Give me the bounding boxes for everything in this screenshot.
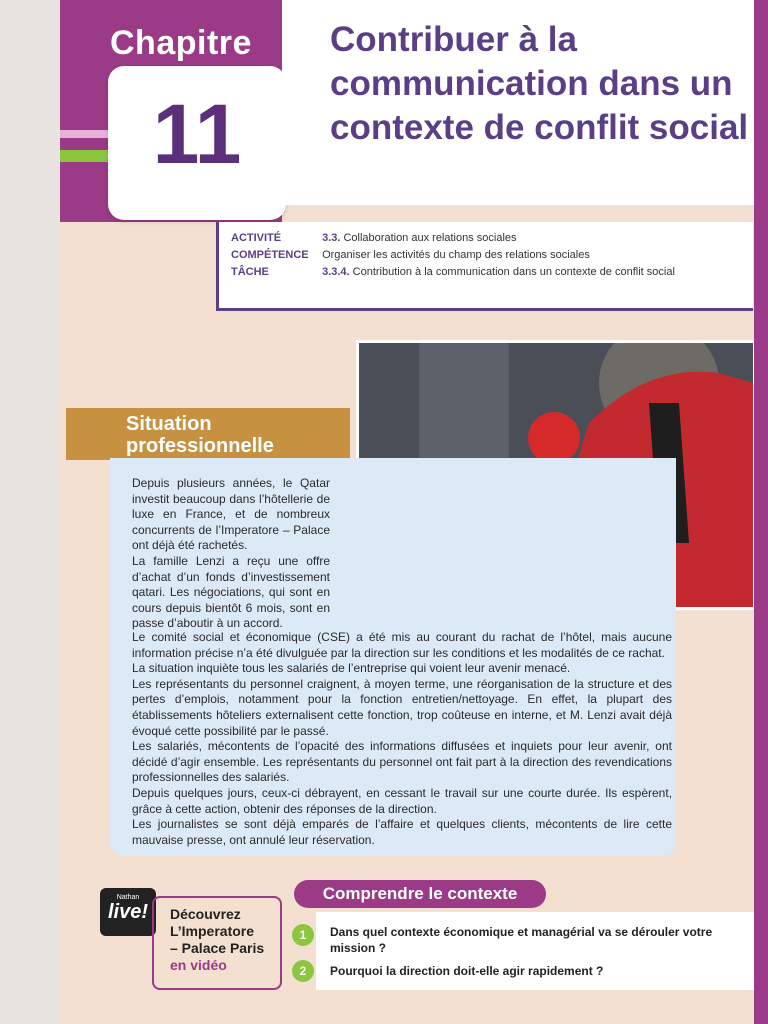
page-edge [754, 0, 768, 1024]
situation-body [110, 458, 676, 856]
question-number: 2 [292, 960, 314, 982]
paragraph: Depuis quelques jours, ceux-ci débrayent, en cessant le travail sur une courte durée. Ils espèrent, grâce à cette action, obtenir des réponses de la direction. [132, 785, 672, 816]
ref-label: COMPÉTENCE [231, 249, 309, 261]
green-stripe [60, 150, 108, 162]
ref-code: 3.3.4. [322, 266, 350, 278]
paragraph: Les représentants du personnel craignent, à moyen terme, une réorganisation de la structure et des pertes d’emplois, notamment pour la fonction entretien/nettoyage. En effet, la plupart des établissements hôteliers externalisent cette fonction, trop coûteuse en interne, et M. Lenzi avait déjà évoqué cette possibilité par le passé. [132, 676, 672, 738]
ref-text: Contribution à la communication dans un contexte de conflit social [352, 266, 675, 278]
question: Dans quel contexte économique et managérial va se dérouler votre mission ? [330, 925, 713, 955]
situation-text-narrow [132, 476, 330, 632]
situation-title: Situation professionnelle [126, 413, 274, 457]
chapter-number-box [108, 66, 286, 220]
video-line: Découvrez [170, 906, 241, 922]
live-brand: Nathan [116, 894, 140, 901]
question: Pourquoi la direction doit-elle agir rapidement ? [330, 964, 604, 978]
chapter-number: 11 [152, 87, 242, 181]
ref-task [231, 266, 675, 278]
context-header: Comprendre le contexte [294, 880, 546, 908]
ref-text: Collaboration aux relations sociales [343, 232, 517, 244]
ref-text: Organiser les activités du champ des relations sociales [322, 249, 590, 261]
ref-activity [231, 232, 517, 244]
video-text [170, 906, 264, 974]
ref-label: ACTIVITÉ [231, 232, 282, 244]
ref-label: TÂCHE [231, 266, 269, 278]
situation-text-wide [132, 630, 672, 848]
chapter-title: Contribuer à la communication dans un contexte de conflit social [330, 20, 749, 147]
paragraph: Le comité social et économique (CSE) a été mis au courant du rachat de l’hôtel, mais aucune information précise n’a été divulguée par la direction sur les conditions et les modalités de ce rachat. [132, 630, 672, 660]
reference-box [216, 222, 753, 311]
video-line: en vidéo [170, 957, 227, 973]
question-number: 1 [292, 924, 314, 946]
question-area [299, 912, 756, 990]
paragraph: Depuis plusieurs années, le Qatar investit beaucoup dans l’hôtellerie de luxe en France, et de nombreux concurrents de l’Imperatore – Palace ont déjà été rachetés. [132, 476, 330, 553]
chapter-label: Chapitre [110, 24, 252, 62]
textbook-page [60, 0, 768, 1024]
video-line: L’Imperatore [170, 923, 255, 939]
video-line: – Palace Paris [170, 940, 265, 956]
ref-code: 3.3. [322, 232, 341, 244]
ref-competence [231, 249, 590, 261]
paragraph: La famille Lenzi a reçu une offre d’achat d’un fonds d’investissement qatari. Les négociations, qui sont en cours depuis bientôt 6 mois, sont en passe d’aboutir à un accord. [132, 553, 330, 631]
page-margin [0, 0, 60, 1024]
title-area [282, 0, 768, 205]
video-link[interactable] [152, 896, 282, 990]
paragraph: Les journalistes se sont déjà emparés de l’affaire et quelques clients, mécontents de lire cette mauvaise presse, ont annulé leur réservation. [132, 817, 672, 847]
nathan-live-logo[interactable] [100, 888, 156, 936]
pink-stripe [60, 130, 108, 138]
paragraph: La situation inquiète tous les salariés de l’entreprise qui voient leur avenir menacé. [132, 661, 571, 676]
live-wordmark: live! [107, 901, 149, 923]
paragraph: Les salariés, mécontents de l’opacité des informations diffusées et inquiets pour leur avenir, ont décidé d’agir ensemble. Les représentants du personnel ont fait part à la direction des revendications professionnelles des salariés. [132, 739, 672, 785]
